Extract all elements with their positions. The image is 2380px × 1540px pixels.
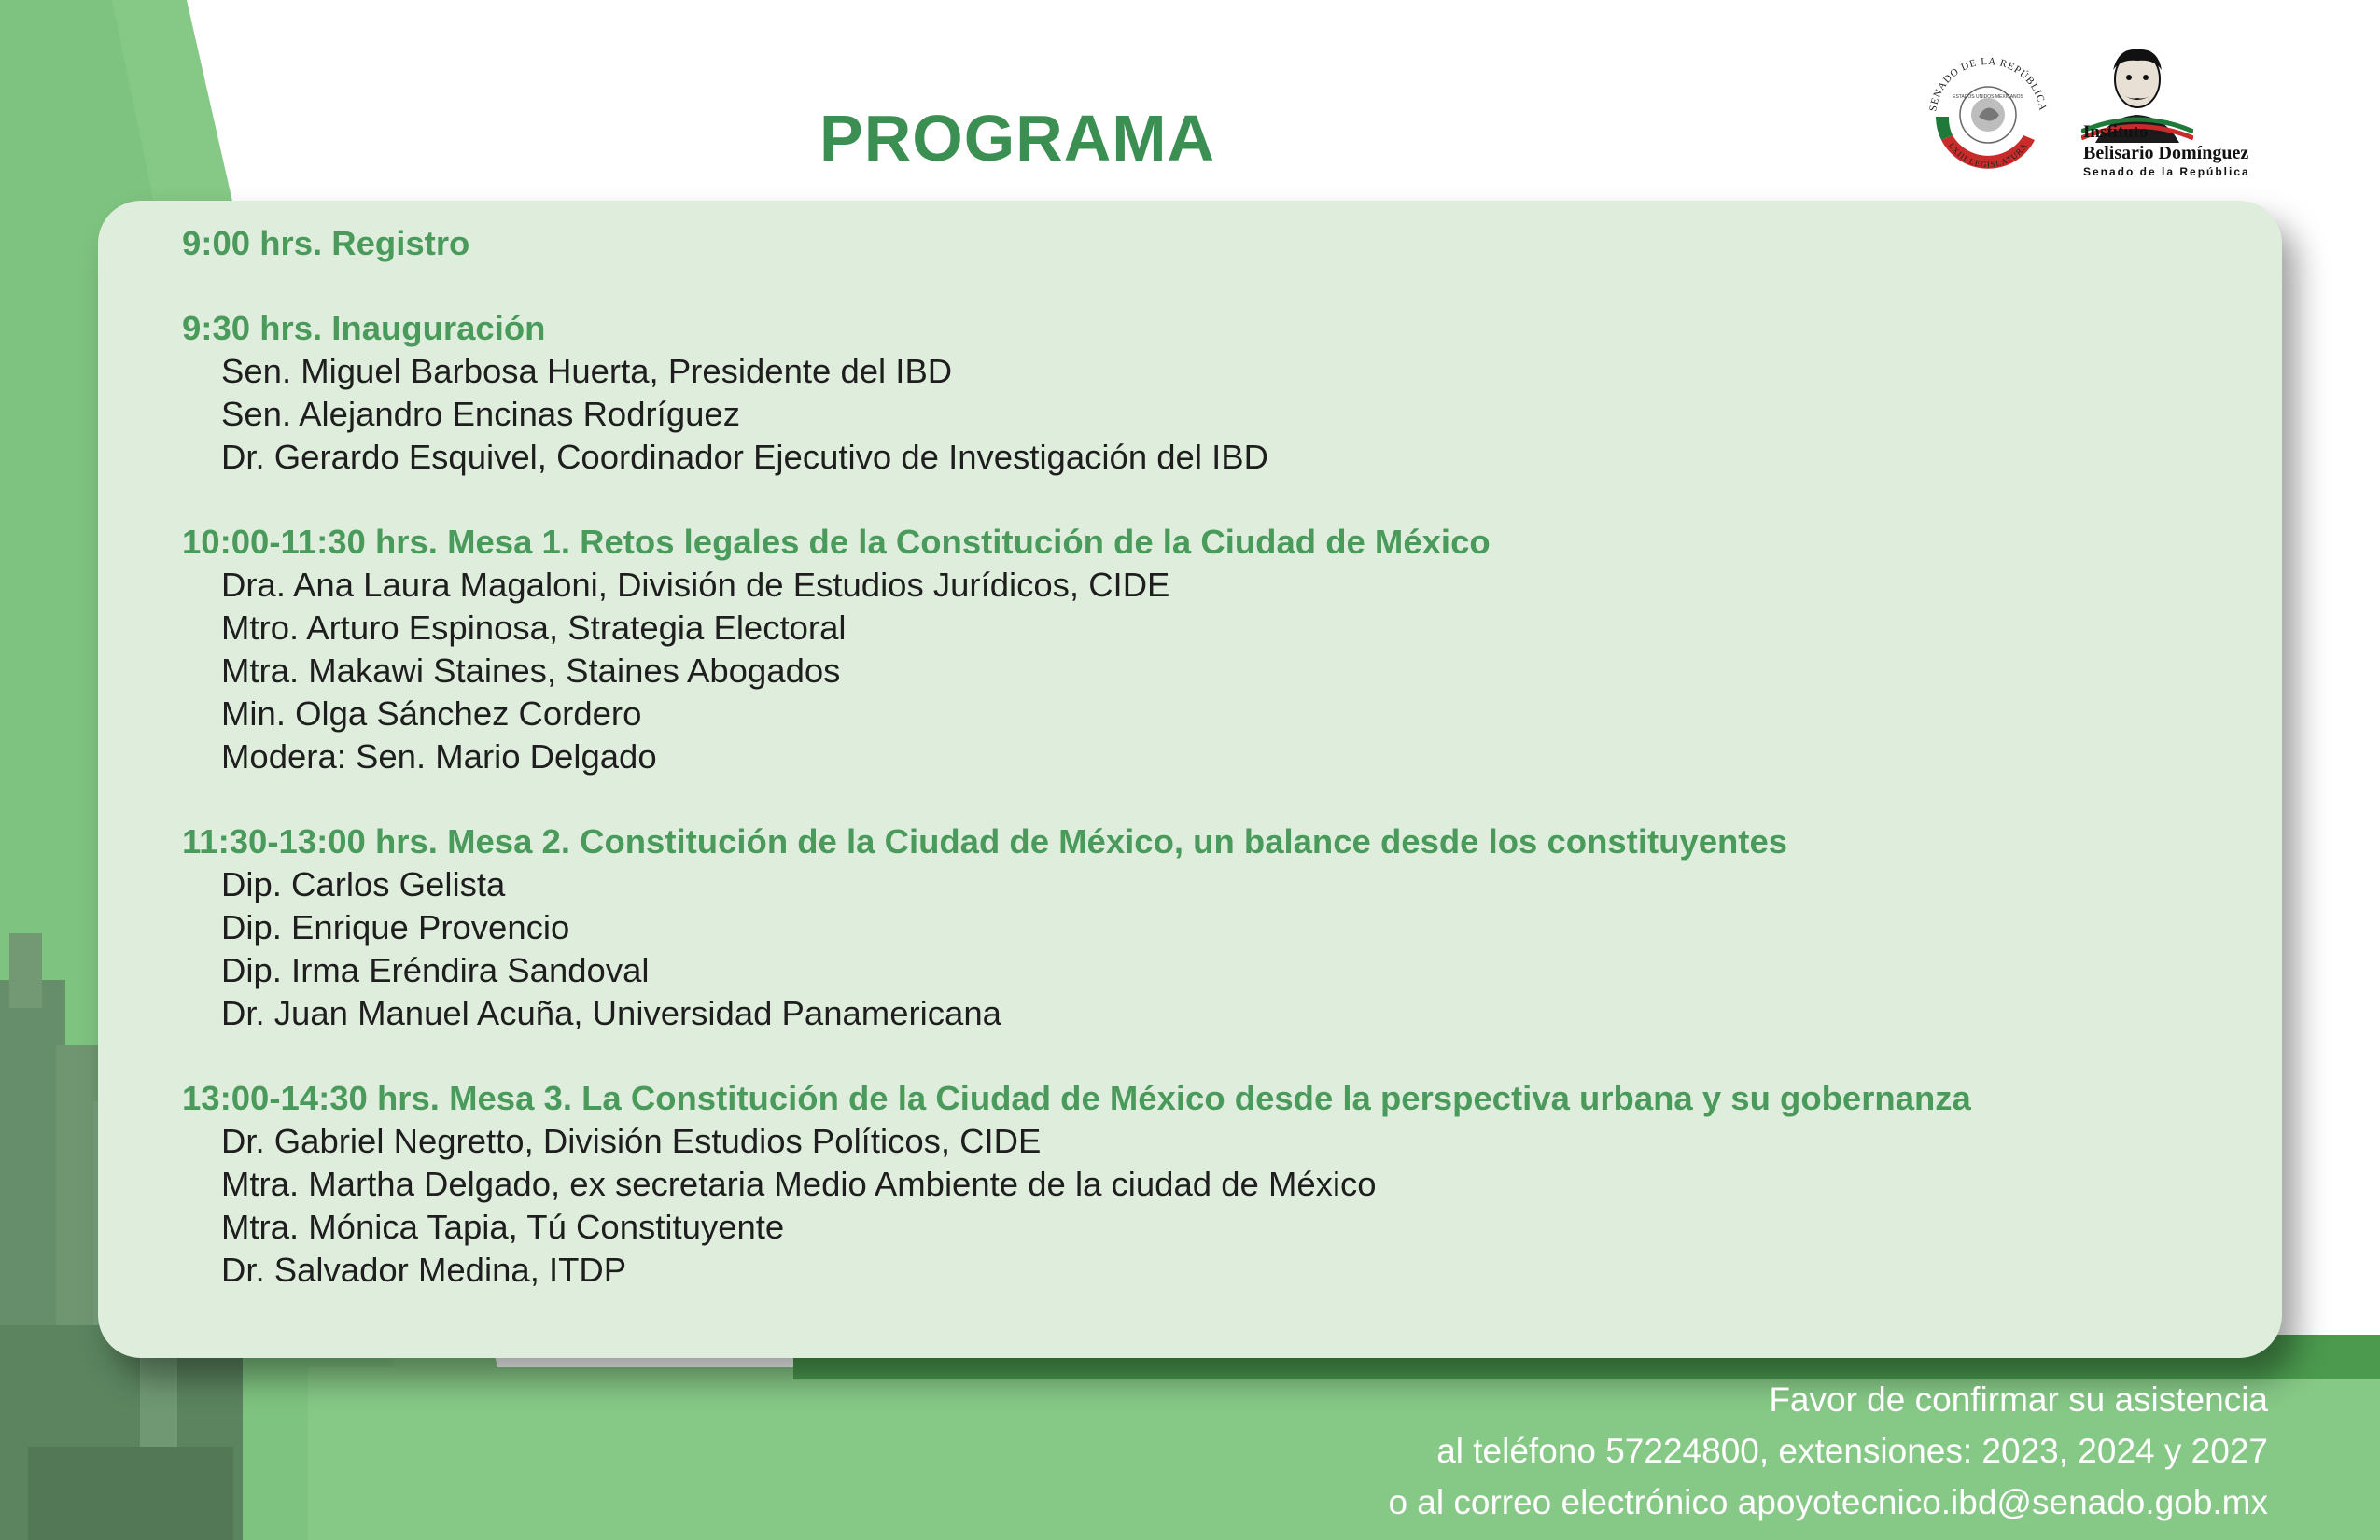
speaker: Min. Olga Sánchez Cordero [221,694,642,733]
speaker: Dr. Salvador Medina, ITDP [221,1251,627,1289]
session-mesa-2 [182,820,2263,1035]
footer-line-email[interactable]: o al correo electrónico apoyotecnico.ibd@senado.gob.mx [1388,1483,2268,1521]
senado-ring-text: SENADO DE LA REPÚBLICA [1927,55,2049,113]
session-heading: 9:00 hrs. Registro [182,224,470,262]
speaker: Dra. Ana Laura Magaloni, División de Estudios Jurídicos, CIDE [221,566,1170,604]
footer-line-confirm: Favor de confirmar su asistencia [1769,1380,2268,1419]
ibd-line1: Instituto [2083,122,2149,142]
speaker: Dip. Enrique Provencio [221,908,570,946]
rsvp-footer [1388,1374,2268,1528]
session-mesa-1 [182,521,2263,778]
senado-bottom-text: LXIII LEGISLATURA [1946,140,2030,170]
speaker: Mtro. Arturo Espinosa, Strategia Electoral [221,609,847,647]
logos [1913,42,2277,191]
moderator: Modera: Sen. Mario Delgado [221,737,657,776]
speaker: Dr. Gabriel Negretto, División Estudios Políticos, CIDE [221,1122,1042,1160]
session-heading: 10:00-11:30 hrs. Mesa 1. Retos legales de la Constitución de la Ciudad de México [182,523,1491,561]
program-list [182,222,2263,1334]
speaker: Mtra. Makawi Staines, Staines Abogados [221,651,841,690]
speaker: Dip. Irma Eréndira Sandoval [221,951,650,989]
speaker: Sen. Alejandro Encinas Rodríguez [221,395,740,433]
speaker: Mtra. Martha Delgado, ex secretaria Medio Ambiente de la ciudad de México [221,1165,1377,1203]
session-heading: 11:30-13:00 hrs. Mesa 2. Constitución de la Ciudad de México, un balance desde los constituyentes [182,822,1788,861]
page-title: PROGRAMA [819,102,1216,175]
session-inauguracion [182,307,2263,479]
session-heading: 9:30 hrs. Inauguración [182,309,546,347]
speaker: Mtra. Mónica Tapia, Tú Constituyente [221,1208,785,1246]
speaker: Sen. Miguel Barbosa Huerta, Presidente del IBD [221,352,953,390]
footer-line-phone: al teléfono 57224800, extensiones: 2023, 2024 y 2027 [1436,1432,2268,1470]
senado-seal-logo [1913,42,2063,191]
ibd-line2: Belisario Domínguez [2083,143,2249,163]
speaker: Dr. Juan Manuel Acuña, Universidad Panamericana [221,994,1001,1032]
senado-inner-text: ESTADOS UNIDOS MEXICANOS [1953,94,2023,100]
session-heading: 13:00-14:30 hrs. Mesa 3. La Constitución de la Ciudad de México desde la perspectiva urbana y su gobernanza [182,1079,1971,1117]
speaker: Dip. Carlos Gelista [221,865,506,903]
ibd-line3: Senado de la República [2083,165,2250,178]
speaker: Dr. Gerardo Esquivel, Coordinador Ejecutivo de Investigación del IBD [221,438,1268,476]
session-mesa-3 [182,1077,2263,1292]
session-registro [182,222,2263,265]
